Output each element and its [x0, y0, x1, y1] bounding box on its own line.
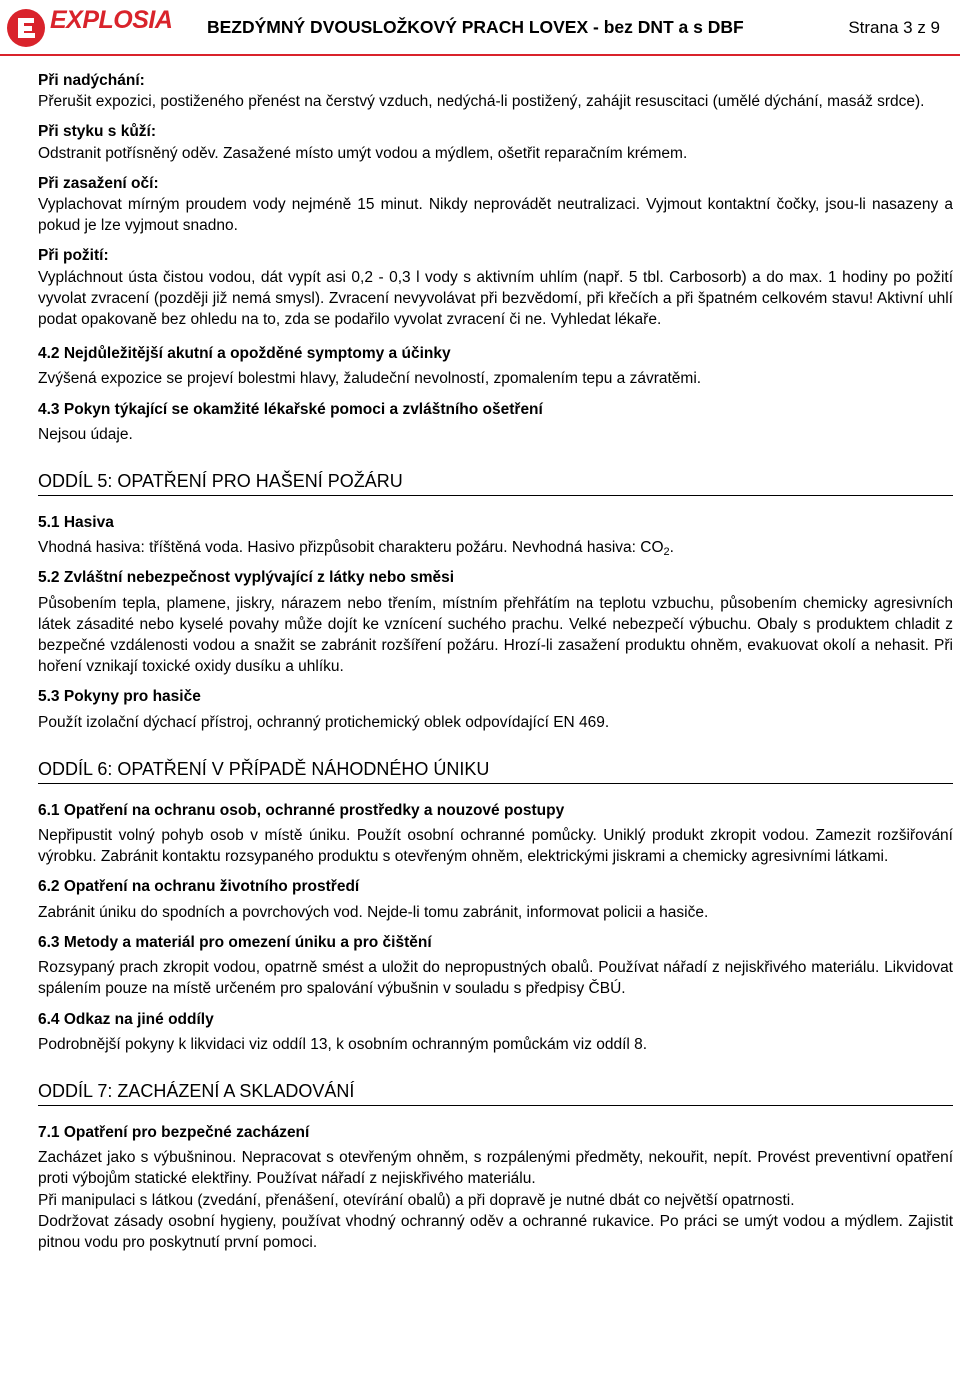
subsection-4-2-heading: 4.2 Nejdůležitější akutní a opožděné symptomy a účinky — [38, 345, 451, 363]
subsection-6-2-heading: 6.2 Opatření na ochranu životního prostředí — [38, 878, 360, 896]
page-number: Strana 3 z 9 — [848, 18, 940, 37]
skin-heading: Při styku s kůží: — [38, 123, 157, 141]
document-title: BEZDÝMNÝ DVOUSLOŽKOVÝ PRACH LOVEX - bez DNT a s DBF — [207, 17, 744, 37]
section-6-title: ODDÍL 6: OPATŘENÍ V PŘÍPADĚ NÁHODNÉHO ÚNIKU — [38, 757, 953, 784]
subsection-6-1-heading: 6.1 Opatření na ochranu osob, ochranné prostředky a nouzové postupy — [38, 801, 565, 819]
subsection-4-3-text: Nejsou údaje. — [38, 425, 133, 443]
subsection-7-1-heading: 7.1 Opatření pro bezpečné zacházení — [38, 1123, 310, 1141]
subsection-6-3-heading: 6.3 Metody a materiál pro omezení úniku a pro čištění — [38, 933, 432, 951]
logo-wordmark: EXPLOSIA — [50, 6, 173, 34]
section-5-title: ODDÍL 5: OPATŘENÍ PRO HAŠENÍ POŽÁRU — [38, 469, 953, 496]
subsection-5-3-heading: 5.3 Pokyny pro hasiče — [38, 688, 201, 706]
header-divider — [0, 54, 960, 56]
subsection-6-4-heading: 6.4 Odkaz na jiné oddíly — [38, 1010, 214, 1028]
ingestion-heading: Při požití: — [38, 247, 109, 265]
section-7-title: ODDÍL 7: ZACHÁZENÍ A SKLADOVÁNÍ — [38, 1079, 953, 1106]
ingestion-text: Vypláchnout ústa čistou vodou, dát vypít asi 0,2 - 0,3 l vody s aktivním uhlím (např. 5 tbl. Carbosorb) a do max. 1 hodiny po požití vyvolat zvracení (později již nemá smysl). Zvracení nevyvolávat při bezvědomí, při křečích a při špatném celkovém stavu! Aktivní uhlí podat opakovaně bez ohledu na to, zda se podařilo vyvolat zvracení či ne. Vyhledat lékaře. — [38, 268, 953, 329]
subsection-4-3-heading: 4.3 Pokyn týkající se okamžité lékařské pomoci a zvláštního ošetření — [38, 400, 543, 418]
subsection-4-2-text: Zvýšená expozice se projeví bolestmi hlavy, žaludeční nevolností, zpomalením tepu a závratěmi. — [38, 370, 702, 388]
subsection-6-3-text: Rozsypaný prach zkropit vodou, opatrně smést a uložit do nepropustných obalů. Používat nářadí z nejiskřivého materiálu. Likvidovat spálením pouze na místě určeném pro spalování výbušnin v souladu s předpisy ČBÚ. — [38, 959, 953, 998]
subsection-6-2-text: Zabránit úniku do spodních a povrchových vod. Nejde-li tomu zabránit, informovat policii a hasiče. — [38, 903, 709, 921]
eye-text: Vyplachovat mírným proudem vody nejméně 15 minut. Nikdy neprovádět neutralizaci. Vyjmout kontaktní čočky, jsou-li nasazeny a pokud je lze vyjmout snadno. — [38, 196, 953, 235]
document-body — [38, 70, 953, 1253]
inhalation-heading: Při nadýchání: — [38, 72, 145, 89]
co2-subscript: 2 — [663, 546, 670, 559]
subsection-5-2-heading: 5.2 Zvláštní nebezpečnost vyplývající z látky nebo směsi — [38, 569, 455, 587]
subsection-5-3-text: Použít izolační dýchací přístroj, ochranný protichemický oblek odpovídající EN 469. — [38, 713, 610, 731]
subsection-5-1-text: Vhodná hasiva: tříštěná voda. Hasivo přizpůsobit charakteru požáru. Nevhodná hasiva: $CO_2$. — [38, 539, 674, 559]
subsection-5-1-heading: 5.1 Hasiva — [38, 514, 114, 532]
subsection-7-1-text-a: Zacházet jako s výbušninou. Nepracovat s otevřeným ohněm, s rozpálenými předměty, nekouřit, nepít. Provést preventivní opatření proti výbojům statické elektřiny. Používat nářadí z nejiskřivého materiálu. — [38, 1149, 953, 1188]
subsection-5-2-text: Působením tepla, plamene, jiskry, nárazem nebo třením, místním přehřátím na teplotu vzbuchu, působením chemicky agresivních látek zásadité nebo kyselé povahy může dojít ke vznícení suchého prachu. Velké nebezpečí výbuchu. Obaly s produktem chladit z bezpečné vzdálenosti vodou a snažit se zabránit rozšíření požáru. Hrozí-li zasažení produktu ohněm, evakuovat okolí a nehasit. Při hoření vznikají toxické oxidy dusíku a uhlíku. — [38, 594, 953, 676]
skin-text: Odstranit potřísněný oděv. Zasažené místo umýt vodou a mýdlem, ošetřit reparačním krémem. — [38, 144, 688, 162]
eye-heading: Při zasažení očí: — [38, 174, 159, 192]
subsection-6-4-text: Podrobnější pokyny k likvidaci viz oddíl 13, k osobním ochranným pomůckám viz oddíl 8. — [38, 1035, 648, 1053]
inhalation-text: Přerušit expozici, postiženého přenést na čerstvý vzduch, nedýchá-li postižený, zahájit resuscitaci (umělé dýchání, masáž srdce). — [38, 93, 925, 111]
subsection-7-1-text-b: Při manipulaci s látkou (zvedání, přenášení, otevírání obalů) a při dopravě je nutné dbát co největší opatrnosti. — [38, 1191, 795, 1209]
page-header — [0, 0, 960, 58]
subsection-6-1-text: Nepřipustit volný pohyb osob v místě úniku. Použít osobní ochranné pomůcky. Uniklý produkt zkropit vodou. Zamezit rozšiřování výrobku. Zabránit kontaktu rozsypaného produktu s otevřeným ohněm, elektrickými jiskrami a chemicky agresivními látkami. — [38, 827, 953, 866]
subsection-7-1-text-c: Dodržovat zásady osobní hygieny, používat vhodný ochranný oděv a ochranné rukavice. Po práci se umýt vodou a mýdlem. Zajistit pitnou vodu pro poskytnutí první pomoci. — [38, 1212, 953, 1251]
